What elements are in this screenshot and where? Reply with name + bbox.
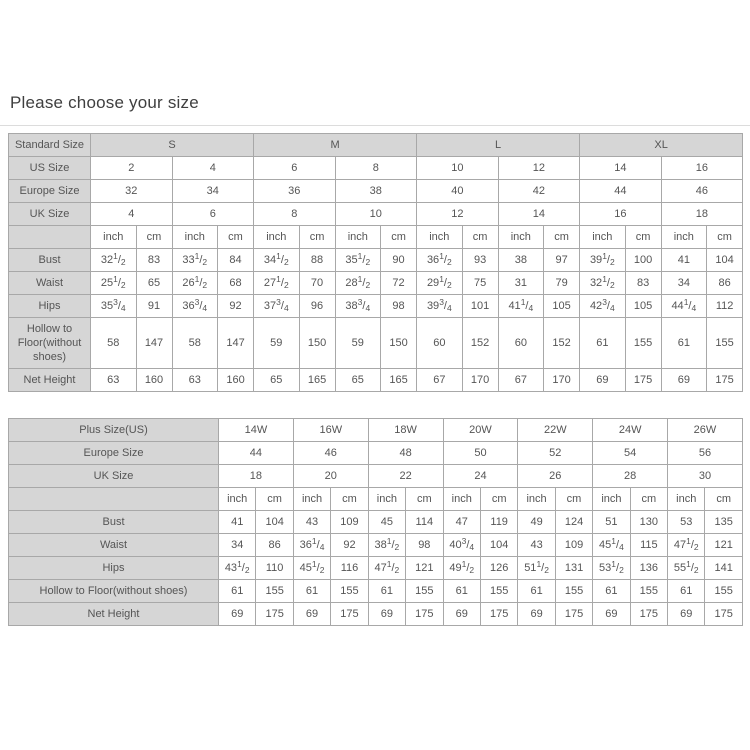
table-cell: inch: [219, 488, 256, 511]
table-cell: $33^1/_2$: [172, 249, 218, 272]
table-cell: 69: [293, 603, 330, 626]
table-cell: inch: [91, 226, 137, 249]
table-cell: inch: [593, 488, 630, 511]
table-row: [9, 369, 743, 392]
table-cell: 104: [256, 511, 293, 534]
table-cell: 12: [498, 157, 580, 180]
table-cell: 83: [136, 249, 172, 272]
table-cell: 22: [368, 465, 443, 488]
table-cell: 24: [443, 465, 518, 488]
table-cell: $40^3/_4$: [443, 534, 480, 557]
table-cell: 67: [498, 369, 544, 392]
table-cell: 69: [593, 603, 630, 626]
table-cell: 60: [417, 318, 463, 369]
row-label: [9, 226, 91, 249]
table-cell: 69: [668, 603, 705, 626]
table-cell: 40: [417, 180, 499, 203]
table-cell: 155: [480, 580, 517, 603]
table-cell: cm: [406, 488, 443, 511]
table-cell: 56: [668, 442, 743, 465]
table-cell: 70: [299, 272, 335, 295]
table-cell: inch: [335, 226, 381, 249]
row-label: Net Height: [9, 603, 219, 626]
table-cell: 83: [625, 272, 661, 295]
row-label: Hips: [9, 557, 219, 580]
table-cell: inch: [293, 488, 330, 511]
table-cell: 109: [555, 534, 592, 557]
table-cell: 104: [480, 534, 517, 557]
table-cell: 130: [630, 511, 667, 534]
table-cell: 86: [256, 534, 293, 557]
table-cell: 175: [705, 603, 742, 626]
table-cell: cm: [480, 488, 517, 511]
table-cell: $44^1/_4$: [661, 295, 707, 318]
table-cell: XL: [580, 134, 743, 157]
table-cell: inch: [172, 226, 218, 249]
table-cell: cm: [625, 226, 661, 249]
table-cell: 175: [707, 369, 743, 392]
table-cell: 112: [707, 295, 743, 318]
table-cell: 18: [219, 465, 294, 488]
table-cell: 170: [544, 369, 580, 392]
page-title: Please choose your size: [10, 93, 199, 112]
table-cell: M: [254, 134, 417, 157]
table-cell: 8: [254, 203, 336, 226]
table-cell: $34^1/_2$: [254, 249, 300, 272]
table-cell: $37^3/_4$: [254, 295, 300, 318]
table-cell: 61: [368, 580, 405, 603]
table-cell: 51: [593, 511, 630, 534]
table-cell: 92: [331, 534, 368, 557]
table-cell: 69: [661, 369, 707, 392]
table-cell: 10: [417, 157, 499, 180]
table-cell: cm: [555, 488, 592, 511]
table-cell: 61: [580, 318, 626, 369]
table-cell: 110: [256, 557, 293, 580]
table-cell: $29^1/_2$: [417, 272, 463, 295]
table-row: [9, 180, 743, 203]
table-cell: 54: [593, 442, 668, 465]
table-cell: 30: [668, 465, 743, 488]
table-cell: 6: [172, 203, 254, 226]
table-cell: 46: [293, 442, 368, 465]
table-cell: $25^1/_2$: [91, 272, 137, 295]
table-cell: L: [417, 134, 580, 157]
row-label: Standard Size: [9, 134, 91, 157]
table-cell: $38^3/_4$: [335, 295, 381, 318]
table-cell: 24W: [593, 419, 668, 442]
table-cell: $49^1/_2$: [443, 557, 480, 580]
table-cell: 69: [518, 603, 555, 626]
table-cell: $55^1/_2$: [668, 557, 705, 580]
table-cell: 175: [625, 369, 661, 392]
plus-size-table: [8, 418, 743, 626]
table-cell: inch: [417, 226, 463, 249]
table-cell: 69: [219, 603, 256, 626]
table-cell: $45^1/_2$: [293, 557, 330, 580]
row-label: Net Height: [9, 369, 91, 392]
table-cell: 155: [630, 580, 667, 603]
row-label: Plus Size(US): [9, 419, 219, 442]
table-row: [9, 488, 743, 511]
row-label: Europe Size: [9, 442, 219, 465]
row-label: Bust: [9, 511, 219, 534]
table-cell: 59: [335, 318, 381, 369]
row-label: Hollow to Floor(without shoes): [9, 318, 91, 369]
row-label: Hips: [9, 295, 91, 318]
table-cell: 98: [381, 295, 417, 318]
table-cell: 155: [707, 318, 743, 369]
table-cell: 175: [480, 603, 517, 626]
table-row: [9, 419, 743, 442]
table-cell: 86: [707, 272, 743, 295]
table-cell: 65: [136, 272, 172, 295]
table-cell: 12: [417, 203, 499, 226]
table-cell: 16: [580, 203, 662, 226]
table-cell: 61: [668, 580, 705, 603]
table-cell: 32: [91, 180, 173, 203]
table-cell: $35^3/_4$: [91, 295, 137, 318]
table-cell: $32^1/_2$: [91, 249, 137, 272]
table-cell: 105: [544, 295, 580, 318]
table-cell: cm: [299, 226, 335, 249]
table-cell: 6: [254, 157, 336, 180]
table-cell: 63: [91, 369, 137, 392]
table-cell: 175: [555, 603, 592, 626]
table-cell: 147: [218, 318, 254, 369]
table-cell: 4: [91, 203, 173, 226]
table-cell: 92: [218, 295, 254, 318]
table-cell: 52: [518, 442, 593, 465]
table-cell: 14: [498, 203, 580, 226]
table-cell: 155: [256, 580, 293, 603]
table-cell: cm: [544, 226, 580, 249]
table-row: [9, 157, 743, 180]
table-cell: $47^1/_2$: [368, 557, 405, 580]
table-cell: 59: [254, 318, 300, 369]
table-cell: inch: [580, 226, 626, 249]
table-cell: $36^3/_4$: [172, 295, 218, 318]
table-cell: 160: [136, 369, 172, 392]
table-row: [9, 249, 743, 272]
table-cell: $26^1/_2$: [172, 272, 218, 295]
table-row: [9, 511, 743, 534]
table-cell: 175: [406, 603, 443, 626]
table-cell: 175: [630, 603, 667, 626]
row-label: Bust: [9, 249, 91, 272]
table-cell: 124: [555, 511, 592, 534]
table-cell: 18W: [368, 419, 443, 442]
table-cell: 26: [518, 465, 593, 488]
table-row: [9, 557, 743, 580]
table-cell: 135: [705, 511, 742, 534]
row-label: Waist: [9, 534, 219, 557]
table-cell: 14W: [219, 419, 294, 442]
table-cell: 175: [256, 603, 293, 626]
table-cell: 141: [705, 557, 742, 580]
table-cell: cm: [136, 226, 172, 249]
table-cell: $41^1/_4$: [498, 295, 544, 318]
table-cell: 68: [218, 272, 254, 295]
table-cell: cm: [331, 488, 368, 511]
table-cell: 49: [518, 511, 555, 534]
table-cell: 61: [518, 580, 555, 603]
table-cell: 101: [462, 295, 498, 318]
table-cell: 26W: [668, 419, 743, 442]
table-cell: cm: [218, 226, 254, 249]
table-cell: 45: [368, 511, 405, 534]
table-cell: $35^1/_2$: [335, 249, 381, 272]
table-cell: inch: [443, 488, 480, 511]
row-label: Europe Size: [9, 180, 91, 203]
table-cell: 105: [625, 295, 661, 318]
table-cell: 34: [219, 534, 256, 557]
table-cell: 43: [518, 534, 555, 557]
table-cell: 84: [218, 249, 254, 272]
table-cell: 121: [705, 534, 742, 557]
table-row: [9, 442, 743, 465]
table-cell: 36: [254, 180, 336, 203]
table-cell: 8: [335, 157, 417, 180]
table-cell: 175: [331, 603, 368, 626]
table-cell: 50: [443, 442, 518, 465]
table-cell: 28: [593, 465, 668, 488]
table-cell: 20: [293, 465, 368, 488]
table-cell: S: [91, 134, 254, 157]
table-cell: 155: [331, 580, 368, 603]
row-label: Waist: [9, 272, 91, 295]
table-cell: 152: [544, 318, 580, 369]
table-cell: 53: [668, 511, 705, 534]
table-cell: inch: [254, 226, 300, 249]
table-cell: 44: [219, 442, 294, 465]
table-row: [9, 603, 743, 626]
table-row: [9, 272, 743, 295]
table-cell: 61: [219, 580, 256, 603]
table-cell: 4: [172, 157, 254, 180]
table-row: [9, 318, 743, 369]
table-cell: 41: [219, 511, 256, 534]
table-cell: 44: [580, 180, 662, 203]
table-cell: 20W: [443, 419, 518, 442]
table-cell: 160: [218, 369, 254, 392]
table-cell: 155: [625, 318, 661, 369]
table-cell: 155: [705, 580, 742, 603]
table-cell: 150: [299, 318, 335, 369]
table-cell: 65: [335, 369, 381, 392]
table-cell: 170: [462, 369, 498, 392]
table-cell: $39^1/_2$: [580, 249, 626, 272]
table-cell: $53^1/_2$: [593, 557, 630, 580]
table-cell: 38: [335, 180, 417, 203]
table-cell: 114: [406, 511, 443, 534]
table-cell: 47: [443, 511, 480, 534]
table-cell: $27^1/_2$: [254, 272, 300, 295]
table-cell: 16W: [293, 419, 368, 442]
table-cell: 41: [661, 249, 707, 272]
table-cell: $28^1/_2$: [335, 272, 381, 295]
table-cell: 42: [498, 180, 580, 203]
table-cell: 34: [172, 180, 254, 203]
table-cell: 72: [381, 272, 417, 295]
table-cell: $36^1/_2$: [417, 249, 463, 272]
table-cell: cm: [256, 488, 293, 511]
table-cell: $36^1/_4$: [293, 534, 330, 557]
table-cell: 48: [368, 442, 443, 465]
table-cell: 34: [661, 272, 707, 295]
table-row: [9, 134, 743, 157]
table-row: [9, 226, 743, 249]
table-cell: cm: [707, 226, 743, 249]
table-cell: 61: [661, 318, 707, 369]
table-cell: 155: [555, 580, 592, 603]
table-cell: 67: [417, 369, 463, 392]
table-cell: $47^1/_2$: [668, 534, 705, 557]
table-cell: 121: [406, 557, 443, 580]
table-row: [9, 465, 743, 488]
table-cell: 18: [661, 203, 743, 226]
title-divider: [0, 125, 750, 126]
table-cell: cm: [462, 226, 498, 249]
table-cell: 65: [254, 369, 300, 392]
table-cell: 165: [299, 369, 335, 392]
table-cell: 43: [293, 511, 330, 534]
table-cell: 69: [368, 603, 405, 626]
row-label: UK Size: [9, 465, 219, 488]
table-cell: 58: [91, 318, 137, 369]
table-cell: 22W: [518, 419, 593, 442]
table-cell: $38^1/_2$: [368, 534, 405, 557]
table-cell: 104: [707, 249, 743, 272]
table-cell: $51^1/_2$: [518, 557, 555, 580]
table-cell: 165: [381, 369, 417, 392]
table-cell: 16: [661, 157, 743, 180]
table-cell: inch: [498, 226, 544, 249]
table-cell: 61: [593, 580, 630, 603]
row-label: Hollow to Floor(without shoes): [9, 580, 219, 603]
table-cell: 155: [406, 580, 443, 603]
row-label: UK Size: [9, 203, 91, 226]
table-cell: 116: [331, 557, 368, 580]
table-cell: inch: [661, 226, 707, 249]
table-cell: $42^3/_4$: [580, 295, 626, 318]
table-cell: $32^1/_2$: [580, 272, 626, 295]
table-cell: 90: [381, 249, 417, 272]
table-cell: 91: [136, 295, 172, 318]
table-cell: 131: [555, 557, 592, 580]
table-cell: 61: [293, 580, 330, 603]
table-cell: $43^1/_2$: [219, 557, 256, 580]
table-cell: inch: [368, 488, 405, 511]
table-cell: 96: [299, 295, 335, 318]
table-cell: 2: [91, 157, 173, 180]
table-cell: cm: [381, 226, 417, 249]
table-cell: $39^3/_4$: [417, 295, 463, 318]
table-cell: cm: [705, 488, 742, 511]
table-cell: 31: [498, 272, 544, 295]
table-cell: 109: [331, 511, 368, 534]
table-row: [9, 534, 743, 557]
table-cell: 93: [462, 249, 498, 272]
table-cell: $45^1/_4$: [593, 534, 630, 557]
table-cell: 14: [580, 157, 662, 180]
table-cell: 152: [462, 318, 498, 369]
row-label: US Size: [9, 157, 91, 180]
table-cell: cm: [630, 488, 667, 511]
table-row: [9, 295, 743, 318]
table-cell: 61: [443, 580, 480, 603]
table-cell: 115: [630, 534, 667, 557]
table-cell: 58: [172, 318, 218, 369]
table-cell: 100: [625, 249, 661, 272]
table-cell: 79: [544, 272, 580, 295]
table-cell: 88: [299, 249, 335, 272]
table-cell: 150: [381, 318, 417, 369]
table-cell: 69: [443, 603, 480, 626]
table-row: [9, 203, 743, 226]
table-cell: 98: [406, 534, 443, 557]
table-cell: 60: [498, 318, 544, 369]
table-row: [9, 580, 743, 603]
table-cell: 46: [661, 180, 743, 203]
table-cell: 10: [335, 203, 417, 226]
table-cell: inch: [518, 488, 555, 511]
table-cell: 126: [480, 557, 517, 580]
table-cell: 119: [480, 511, 517, 534]
table-cell: 136: [630, 557, 667, 580]
table-cell: 97: [544, 249, 580, 272]
row-label: [9, 488, 219, 511]
table-cell: 63: [172, 369, 218, 392]
table-cell: 147: [136, 318, 172, 369]
table-cell: inch: [668, 488, 705, 511]
table-cell: 38: [498, 249, 544, 272]
standard-size-table: [8, 133, 743, 392]
table-cell: 69: [580, 369, 626, 392]
table-cell: 75: [462, 272, 498, 295]
